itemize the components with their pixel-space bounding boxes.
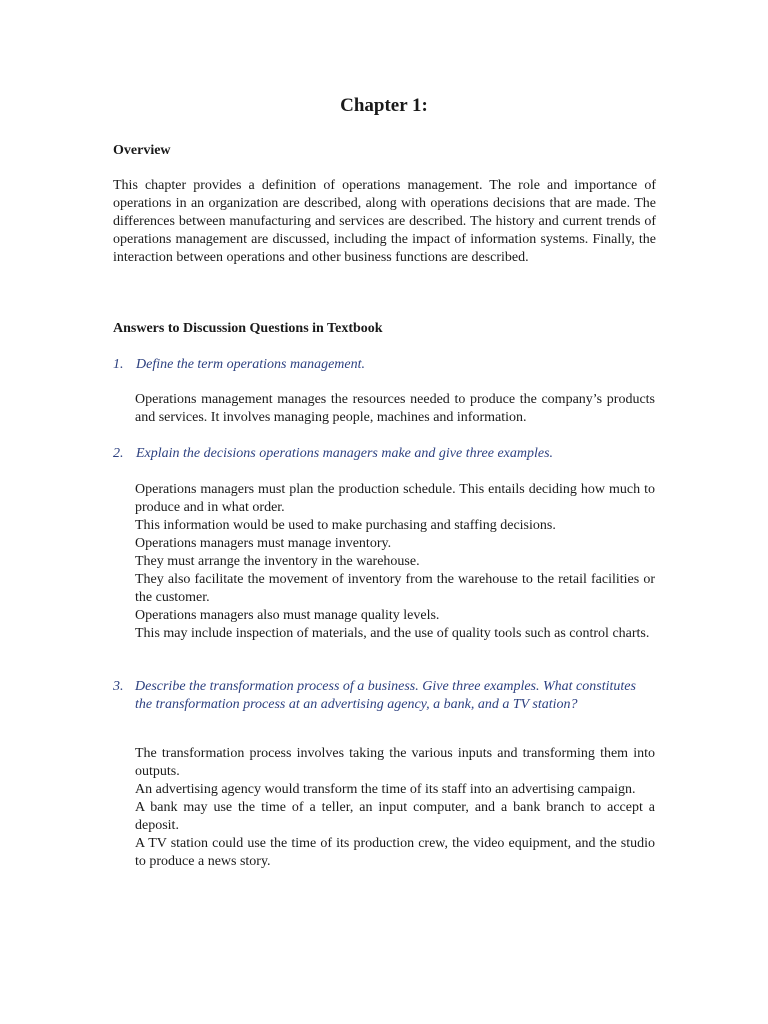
question-1 [113,356,653,374]
answer-3 [135,745,655,871]
question-2 [113,445,653,463]
answer-line: Operations management manages the resources needed to produce the company’s products and services. It involves managing people, machines and information. [135,392,655,425]
answer-line: Operations managers must plan the production schedule. This entails deciding how much to produce and in what order. [135,482,655,515]
question-text: Explain the decisions operations managers make and give three examples. [136,446,554,461]
answer-1 [135,391,655,427]
question-3 [113,678,653,714]
answer-line: The transformation process involves taking the various inputs and transforming them into outputs. [135,746,655,779]
answer-line: A bank may use the time of a teller, an input computer, and a bank branch to accept a deposit. [135,800,655,833]
answer-line: This may include inspection of materials, and the use of quality tools such as control charts. [135,626,650,641]
answer-2 [135,481,655,643]
question-number: 3. [113,679,124,694]
question-text: Define the term operations management. [136,357,366,372]
overview-heading: Overview [113,143,171,158]
answer-line: Operations managers also must manage quality levels. [135,608,440,623]
question-text: Describe the transformation process of a business. Give three examples. What constitutes the transformation process at an advertising agency, a bank, and a TV station? [135,679,636,712]
answers-heading: Answers to Discussion Questions in Textbook [113,321,383,336]
overview-paragraph: This chapter provides a definition of operations management. The role and importance of operations in an organization are described, along with operations decisions that are made. The differences between manufacturing and services are described. The history and current trends of operations management are discussed, including the impact of information systems. Finally, the interaction between operations and other business functions are described. [113,178,656,265]
question-number: 1. [113,357,124,372]
answer-line: Operations managers must manage inventory. [135,536,392,551]
answer-line: They also facilitate the movement of inventory from the warehouse to the retail facilities or the customer. [135,572,655,605]
answer-line: They must arrange the inventory in the warehouse. [135,554,420,569]
answer-line: This information would be used to make purchasing and staffing decisions. [135,518,556,533]
answer-line: A TV station could use the time of its production crew, the video equipment, and the studio to produce a news story. [135,836,655,869]
answer-line: An advertising agency would transform the time of its staff into an advertising campaign. [135,782,636,797]
question-number: 2. [113,446,124,461]
chapter-title: Chapter 1: [340,95,428,116]
